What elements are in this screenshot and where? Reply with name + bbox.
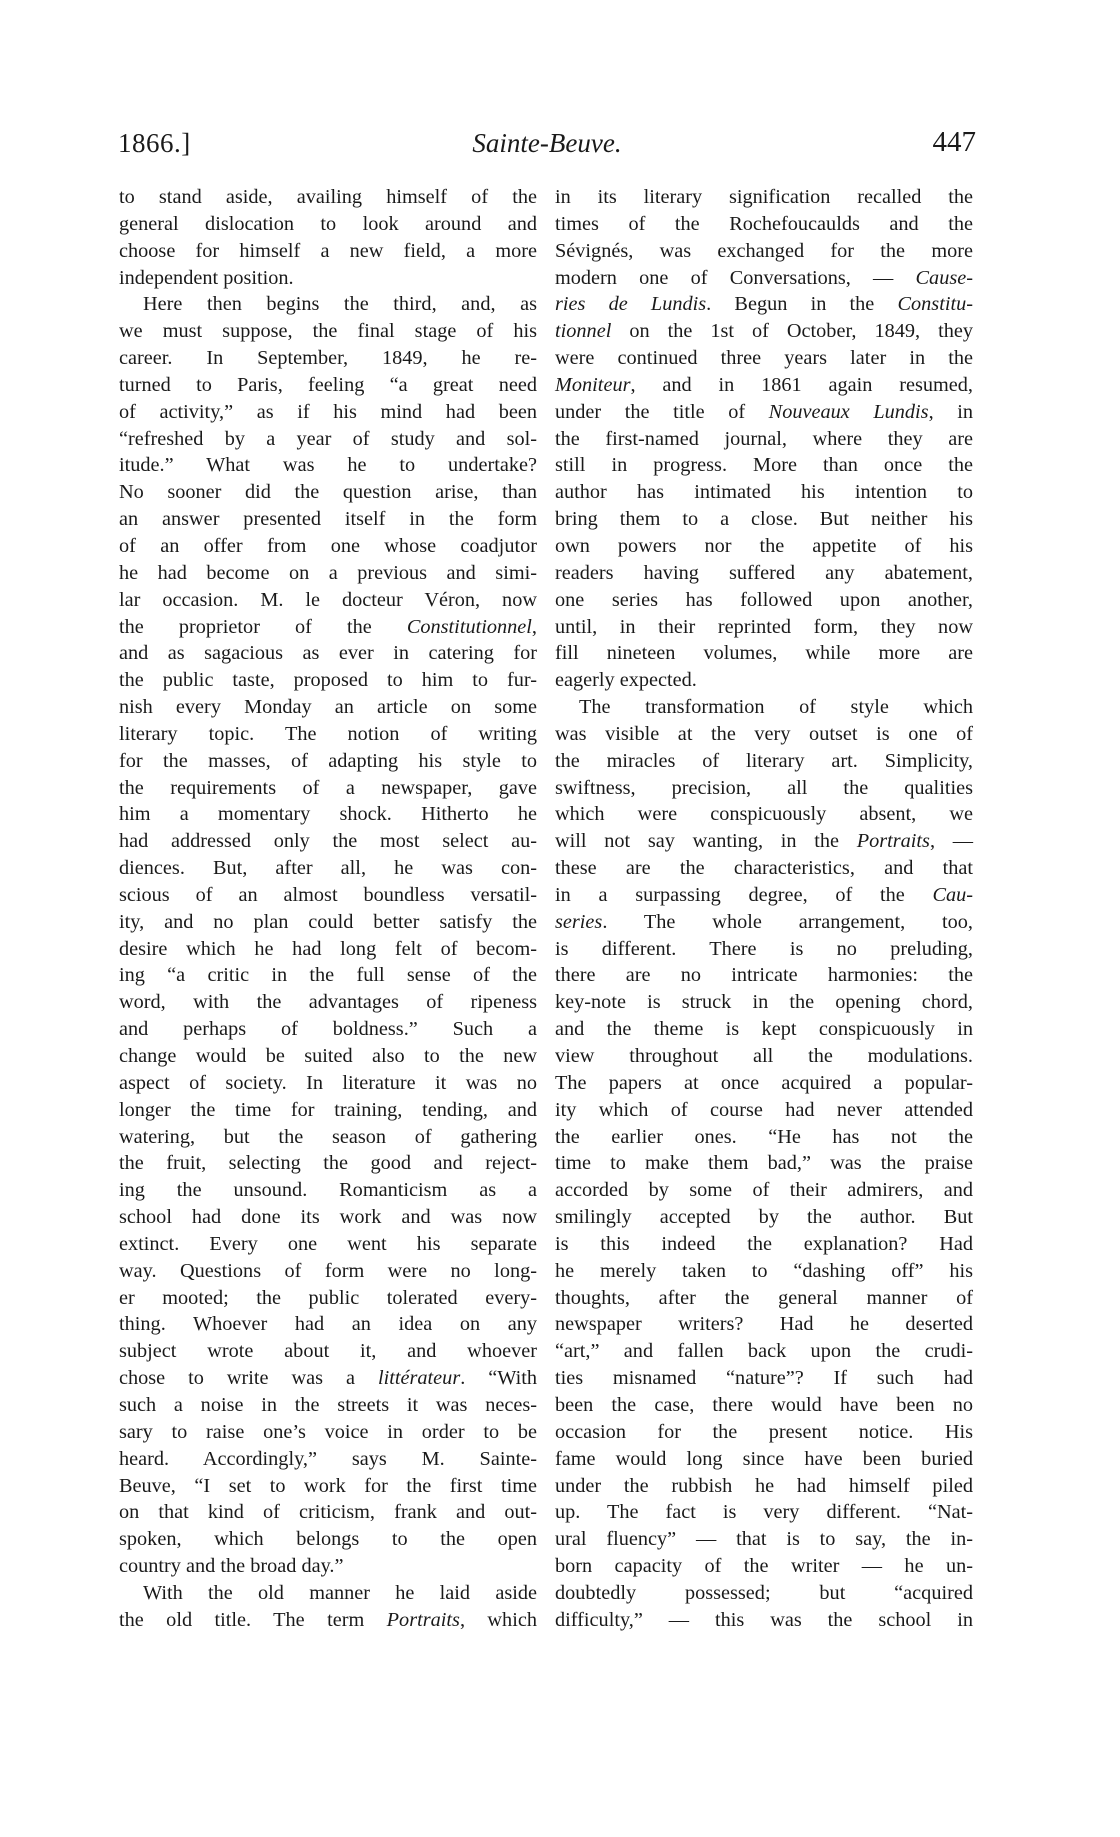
line-text: an answer presented itself in the form (119, 508, 537, 531)
line-text: under the title of (555, 400, 769, 423)
line-text: , which (459, 1608, 537, 1631)
line-text: is different. There is no preluding, (555, 937, 973, 960)
text-line (119, 1526, 537, 1553)
line-text: and the theme is kept conspicuously in (555, 1018, 973, 1041)
text-line (119, 1553, 537, 1580)
line-text: No sooner did the question arise, than (119, 481, 537, 504)
line-text: extinct. Every one went his separate (119, 1232, 537, 1255)
text-line (555, 1285, 973, 1312)
line-text: on that kind of criticism, frank and out- (119, 1501, 537, 1524)
line-text: watering, but the season of gathering (119, 1125, 537, 1148)
line-text: ties misnamed “nature”? If such had (555, 1367, 973, 1390)
line-text: diences. But, after all, he was con- (119, 857, 537, 880)
text-line (119, 936, 537, 963)
text-line (119, 775, 537, 802)
line-text: ural fluency” — that is to say, the in- (555, 1528, 973, 1551)
line-text: Beuve, “I set to work for the first time (119, 1474, 537, 1497)
text-line (119, 1204, 537, 1231)
text-line (119, 399, 537, 426)
line-text: desire which he had long felt of becom- (119, 937, 537, 960)
text-line (119, 801, 537, 828)
text-line (555, 1204, 973, 1231)
text-line (119, 1499, 537, 1526)
text-line (119, 560, 537, 587)
running-head-year: 1866.] (118, 128, 191, 158)
line-text: is this indeed the explanation? Had (555, 1232, 973, 1255)
line-text: still in progress. More than once the (555, 454, 973, 477)
line-text: the earlier ones. “He has not the (555, 1125, 973, 1148)
line-text: aspect of society. In literature it was no (119, 1071, 537, 1094)
text-line (555, 265, 973, 292)
text-line (119, 533, 537, 560)
line-text: heard. Accordingly,” says M. Sainte- (119, 1447, 537, 1470)
text-line (555, 775, 973, 802)
text-line (555, 1473, 973, 1500)
line-text: and perhaps of boldness.” Such a (119, 1018, 537, 1041)
text-line (119, 828, 537, 855)
text-line (119, 1446, 537, 1473)
line-text: time to make them bad,” was the praise (555, 1152, 973, 1175)
line-text: With the old manner he laid aside (143, 1581, 537, 1604)
line-text: choose for himself a new field, a more (119, 239, 537, 262)
text-line (555, 1553, 973, 1580)
text-line (119, 1043, 537, 1070)
text-line (119, 587, 537, 614)
text-line (555, 1580, 973, 1607)
text-line (119, 1258, 537, 1285)
line-text: the old title. The term (119, 1608, 387, 1631)
text-line (119, 1580, 537, 1607)
text-line (555, 506, 973, 533)
text-line (119, 372, 537, 399)
line-text: turned to Paris, feeling “a great need (119, 373, 537, 396)
text-line (119, 291, 537, 318)
line-text: scious of an almost boundless versatil- (119, 883, 537, 906)
text-line (555, 184, 973, 211)
line-text: accorded by some of their admirers, and (555, 1179, 973, 1202)
text-line (555, 560, 973, 587)
line-text: the fruit, selecting the good and reject- (119, 1152, 537, 1175)
line-text: he had become on a previous and simi- (119, 561, 537, 584)
text-line (555, 962, 973, 989)
text-line (555, 238, 973, 265)
line-text: of activity,” as if his mind had been (119, 400, 537, 423)
italic-title: Portraits (386, 1608, 460, 1631)
line-text: “refreshed by a year of study and sol- (119, 427, 537, 450)
text-line (119, 184, 537, 211)
line-text: for the masses, of adapting his style to (119, 749, 537, 772)
line-text: these are the characteristics, and that (555, 857, 973, 880)
italic-title: Cause- (915, 266, 973, 289)
line-text: until, in their reprinted form, they now (555, 615, 973, 638)
text-line (119, 1177, 537, 1204)
line-text: ing the unsound. Romanticism as a (119, 1179, 537, 1202)
text-line (555, 1258, 973, 1285)
line-text: . Begun in the (706, 293, 898, 316)
text-line (555, 479, 973, 506)
line-text: own powers nor the appetite of his (555, 534, 973, 557)
line-text: Sévignés, was exchanged for the more (555, 239, 973, 262)
text-line (119, 1231, 537, 1258)
text-line (555, 855, 973, 882)
italic-title: Constitu- (897, 293, 974, 316)
text-line (555, 1016, 973, 1043)
running-head (118, 128, 976, 168)
text-line (119, 1311, 537, 1338)
text-line (119, 1150, 537, 1177)
text-line (555, 1365, 973, 1392)
text-line (555, 721, 973, 748)
line-text: eagerly expected. (555, 669, 697, 692)
text-line (555, 882, 973, 909)
line-text: lar occasion. M. le docteur Véron, now (119, 588, 537, 611)
text-line (119, 1070, 537, 1097)
italic-title: Constitutionnel (406, 615, 532, 638)
text-line (555, 1607, 973, 1634)
line-text: way. Questions of form were no long- (119, 1259, 537, 1282)
text-line (555, 1526, 973, 1553)
text-line (119, 1097, 537, 1124)
italic-title: littérateur (377, 1367, 461, 1390)
line-text: one series has followed upon another, (555, 588, 973, 611)
line-text: career. In September, 1849, he re- (119, 347, 537, 370)
line-text: in a surpassing degree, of the (555, 883, 933, 906)
text-line (119, 962, 537, 989)
line-text: difficulty,” — this was the school in (555, 1608, 973, 1631)
text-line (555, 1338, 973, 1365)
text-line (555, 1311, 973, 1338)
text-line (555, 533, 973, 560)
line-text: ity, and no plan could better satisfy the (119, 910, 537, 933)
text-line (119, 640, 537, 667)
line-text: the first-named journal, where they are (555, 427, 973, 450)
line-text: to stand aside, availing himself of the (119, 186, 537, 208)
text-line (119, 1607, 537, 1634)
line-text: Here then begins the third, and, as (143, 293, 537, 316)
line-text: , (531, 615, 537, 638)
text-line (555, 667, 973, 694)
text-line (119, 667, 537, 694)
line-text: bring them to a close. But neither his (555, 508, 973, 531)
line-text: which were conspicuously absent, we (555, 803, 973, 826)
line-text: occasion for the present notice. His (555, 1420, 973, 1443)
text-line (555, 1124, 973, 1151)
text-line (555, 399, 973, 426)
text-line (555, 1150, 973, 1177)
line-text: and as sagacious as ever in catering for (119, 642, 537, 665)
text-line (119, 1473, 537, 1500)
line-text: subject wrote about it, and whoever (119, 1340, 537, 1363)
line-text: , and in 1861 again resumed, (630, 373, 973, 396)
line-text: sary to raise one’s voice in order to be (119, 1420, 537, 1443)
line-text: he merely taken to “dashing off” his (555, 1259, 973, 1282)
text-line (119, 506, 537, 533)
text-line (119, 452, 537, 479)
line-text: literary topic. The notion of writing (119, 722, 537, 745)
line-text: times of the Rochefoucaulds and the (555, 212, 973, 235)
line-text: fill nineteen volumes, while more are (555, 642, 973, 665)
text-line (119, 426, 537, 453)
line-text: the proprietor of the (119, 615, 407, 638)
text-line (119, 211, 537, 238)
line-text: school had done its work and was now (119, 1206, 537, 1229)
text-line (555, 801, 973, 828)
line-text: him a momentary shock. Hitherto he (119, 803, 537, 826)
line-text: under the rubbish he had himself piled (555, 1474, 973, 1497)
text-line (119, 345, 537, 372)
line-text: the requirements of a newspaper, gave (119, 776, 537, 799)
text-line (119, 909, 537, 936)
text-line (119, 265, 537, 292)
line-text: swiftness, precision, all the qualities (555, 776, 973, 799)
text-line (555, 1043, 973, 1070)
line-text: will not say wanting, in the (555, 830, 857, 853)
line-text: the public taste, proposed to him to fur- (119, 669, 537, 692)
line-text: was visible at the very outset is one of (555, 722, 973, 745)
line-text: spoken, which belongs to the open (119, 1528, 537, 1551)
text-line (119, 318, 537, 345)
text-line (555, 318, 973, 345)
italic-title: tionnel (555, 320, 612, 343)
text-line (555, 1231, 973, 1258)
italic-title: ries de Lundis (555, 293, 707, 316)
line-text: change would be suited also to the new (119, 1045, 537, 1067)
text-line (555, 1446, 973, 1473)
text-line (555, 372, 973, 399)
text-line (119, 238, 537, 265)
text-line (555, 694, 973, 721)
line-text: thoughts, after the general manner of (555, 1286, 973, 1309)
text-line (555, 291, 973, 318)
text-line (119, 614, 537, 641)
line-text: chose to write was a (119, 1367, 378, 1390)
text-line (555, 426, 973, 453)
text-line (555, 1419, 973, 1446)
text-column-right (555, 184, 973, 1634)
text-line (119, 1365, 537, 1392)
line-text: , — (929, 830, 974, 853)
italic-title: Nouveaux Lundis (768, 400, 929, 423)
line-text: key-note is struck in the opening chord, (555, 991, 973, 1014)
line-text: fame would long since have been buried (555, 1447, 973, 1470)
text-line (555, 345, 973, 372)
text-line (555, 211, 973, 238)
text-line (555, 828, 973, 855)
line-text: author has intimated his intention to (555, 481, 973, 504)
text-line (555, 936, 973, 963)
text-line (555, 614, 973, 641)
text-line (555, 1177, 973, 1204)
line-text: general dislocation to look around and (119, 212, 537, 235)
line-text: er mooted; the public tolerated every- (119, 1286, 537, 1309)
text-line (119, 1392, 537, 1419)
line-text: there are no intricate harmonies: the (555, 964, 973, 987)
line-text: thing. Whoever had an idea on any (119, 1313, 537, 1336)
text-line (555, 640, 973, 667)
line-text: doubtedly possessed; but “acquired (555, 1581, 973, 1604)
text-line (119, 748, 537, 775)
text-line (555, 1499, 973, 1526)
line-text: up. The fact is very different. “Nat- (555, 1501, 973, 1524)
line-text: on the 1st of October, 1849, they (611, 320, 973, 343)
text-line (555, 748, 973, 775)
text-line (119, 1419, 537, 1446)
text-line (555, 989, 973, 1016)
line-text: nish every Monday an article on some (119, 696, 537, 719)
line-text: “art,” and fallen back upon the crudi- (555, 1340, 973, 1363)
page-number: 447 (932, 126, 976, 158)
line-text: were continued three years later in the (555, 347, 973, 370)
italic-title: Moniteur (555, 373, 631, 396)
line-text: . The whole arrangement, too, (602, 910, 973, 933)
line-text: newspaper writers? Had he deserted (555, 1313, 973, 1336)
line-text: readers having suffered any abatement, (555, 561, 973, 584)
line-text: we must suppose, the final stage of his (119, 320, 537, 343)
text-line (555, 1097, 973, 1124)
line-text: modern one of Conversations, — (555, 266, 916, 289)
text-column-left (119, 184, 537, 1634)
text-line (555, 909, 973, 936)
line-text: , in (928, 400, 973, 423)
text-line (555, 452, 973, 479)
text-line (119, 989, 537, 1016)
line-text: The transformation of style which (579, 696, 973, 719)
line-text: been the case, there would have been no (555, 1393, 973, 1416)
text-line (119, 1338, 537, 1365)
line-text: ity which of course had never attended (555, 1098, 973, 1121)
text-line (119, 721, 537, 748)
italic-title: Cau- (932, 883, 973, 906)
line-text: of an offer from one whose coadjutor (119, 534, 537, 557)
italic-title: Portraits (856, 830, 930, 853)
line-text: had addressed only the most select au- (119, 830, 537, 853)
text-line (555, 1392, 973, 1419)
line-text: country and the broad day.” (119, 1555, 344, 1578)
line-text: itude.” What was he to undertake? (119, 454, 537, 477)
line-text: ing “a critic in the full sense of the (119, 964, 537, 987)
line-text: The papers at once acquired a popular- (555, 1071, 973, 1094)
line-text: . “With (460, 1367, 537, 1390)
line-text: born capacity of the writer — he un- (555, 1555, 973, 1578)
line-text: in its literary signification recalled the (555, 186, 973, 208)
text-line (119, 694, 537, 721)
line-text: the miracles of literary art. Simplicity, (555, 749, 973, 772)
text-line (119, 479, 537, 506)
text-line (555, 587, 973, 614)
line-text: view throughout all the modulations. (555, 1045, 973, 1067)
text-line (119, 1124, 537, 1151)
text-line (119, 1016, 537, 1043)
text-line (555, 1070, 973, 1097)
text-line (119, 1285, 537, 1312)
text-line (119, 882, 537, 909)
line-text: smilingly accepted by the author. But (555, 1206, 973, 1229)
line-text: independent position. (119, 266, 294, 289)
italic-title: series (555, 910, 603, 933)
line-text: word, with the advantages of ripeness (119, 991, 537, 1014)
text-line (119, 855, 537, 882)
line-text: longer the time for training, tending, and (119, 1098, 537, 1121)
line-text: such a noise in the streets it was neces- (119, 1393, 537, 1416)
running-head-title: Sainte-Beuve. (472, 128, 622, 158)
